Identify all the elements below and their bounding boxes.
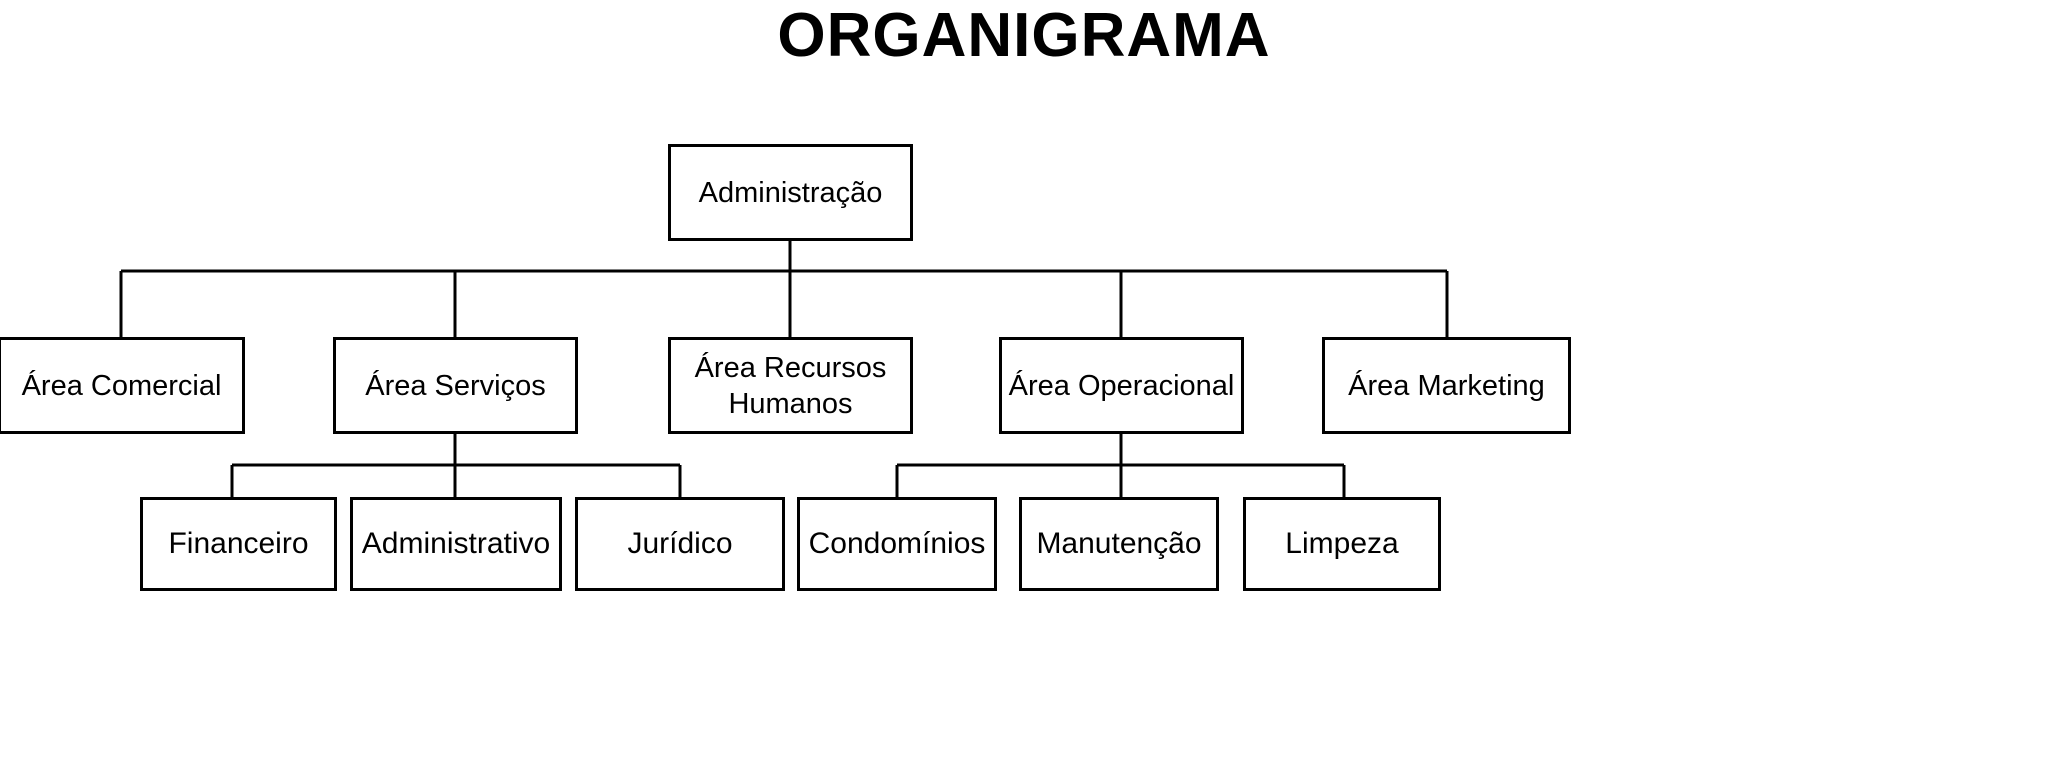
- node-limpeza[interactable]: Limpeza: [1243, 497, 1441, 591]
- node-administracao[interactable]: Administração: [668, 144, 913, 241]
- node-financeiro[interactable]: Financeiro: [140, 497, 337, 591]
- node-area-comercial[interactable]: Área Comercial: [0, 337, 245, 434]
- node-area-marketing[interactable]: Área Marketing: [1322, 337, 1571, 434]
- node-administrativo[interactable]: Administrativo: [350, 497, 562, 591]
- node-area-operacional[interactable]: Área Operacional: [999, 337, 1244, 434]
- page-title: ORGANIGRAMA: [777, 1, 1271, 70]
- node-area-servicos[interactable]: Área Serviços: [333, 337, 578, 434]
- node-condominios[interactable]: Condomínios: [797, 497, 997, 591]
- node-juridico[interactable]: Jurídico: [575, 497, 785, 591]
- node-manutencao[interactable]: Manutenção: [1019, 497, 1219, 591]
- node-area-recursos-humanos[interactable]: Área Recursos Humanos: [668, 337, 913, 434]
